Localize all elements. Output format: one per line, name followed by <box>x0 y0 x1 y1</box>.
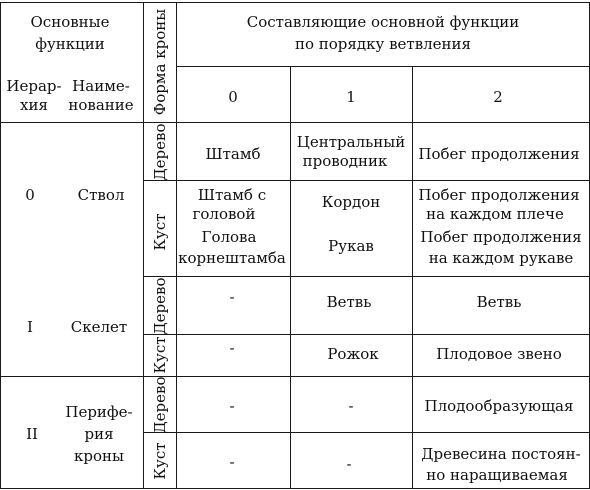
rule-group-1-bottom <box>0 376 590 377</box>
group-0-bush-a-c2-line1: Побег продолжения <box>418 186 580 204</box>
rule-header-bottom <box>0 122 590 123</box>
group-2-bush-c2-line2: но наращиваемая <box>426 466 568 484</box>
group-2-hierarchy: II <box>26 425 38 443</box>
group-2-bush-c0: - <box>229 453 235 471</box>
rule-under-components-title <box>176 66 590 67</box>
group-2-name-line1: Перифе- <box>65 403 133 421</box>
header-hierarchy-line1: Иерар- <box>6 77 62 95</box>
rule-group-0-bottom <box>143 276 590 277</box>
group-2-name-line3: кроны <box>74 447 124 465</box>
rule-top <box>0 2 590 3</box>
group-0-bush-b-c2-line1: Побег продолжения <box>420 228 582 246</box>
group-2-tree-c0: - <box>229 397 235 415</box>
rule-tree-bush-skeleton <box>143 334 590 335</box>
group-0-tree-c2: Побег продолжения <box>418 145 580 163</box>
header-order-0: 0 <box>228 88 238 106</box>
header-crown-form: Форма кроны <box>151 8 169 116</box>
group-0-tree-form: Дерево <box>151 123 169 181</box>
group-0-tree-c0: Штамб <box>205 145 261 163</box>
header-basic-functions-line1: Основные <box>30 13 110 31</box>
header-components-title-line2: по порядку ветвления <box>294 35 472 53</box>
group-2-tree-form: Дерево <box>151 376 169 434</box>
group-2-tree-c2: Плодообразующая <box>424 397 574 415</box>
group-0-bush-b-c0-line2: корнештамба <box>178 249 286 267</box>
group-2-bush-c1: - <box>346 455 352 473</box>
group-1-tree-c0: - <box>229 288 235 306</box>
group-0-bush-a-c0-line1: Штамб с <box>197 186 267 204</box>
group-1-bush-c2: Плодовое звено <box>436 345 562 363</box>
group-0-hierarchy: 0 <box>25 186 35 204</box>
group-1-tree-c1: Ветвь <box>326 293 372 311</box>
group-0-tree-c1-line1: Центральный <box>296 133 406 151</box>
group-2-name-line2: рия <box>84 425 114 443</box>
group-1-bush-c0: - <box>229 339 235 357</box>
group-0-bush-a-c2-line2: на каждом плече <box>426 205 564 223</box>
rule-form-left <box>143 2 144 488</box>
group-0-bush-form: Куст <box>151 213 169 251</box>
group-1-tree-form: Дерево <box>151 277 169 335</box>
group-2-bush-c2-line1: Древесина постоян- <box>421 445 581 463</box>
rule-bottom <box>0 488 590 489</box>
header-basic-functions-line2: функции <box>35 35 105 53</box>
group-1-tree-c2: Ветвь <box>476 293 522 311</box>
group-0-bush-b-c0-line1: Голова <box>201 228 257 246</box>
group-0-bush-a-c1: Кордон <box>321 193 381 211</box>
header-order-1: 1 <box>346 88 356 106</box>
group-0-bush-b-c1: Рукав <box>328 237 374 255</box>
header-order-2: 2 <box>493 88 503 106</box>
rule-col2-left <box>412 66 413 488</box>
group-1-name: Скелет <box>70 318 128 336</box>
group-0-tree-c1-line2: проводник <box>302 152 388 170</box>
group-0-bush-b-c2-line2: на каждом рукаве <box>428 249 574 267</box>
header-components-title-line1: Составляющие основной функции <box>246 13 520 31</box>
rule-form-right <box>176 2 177 488</box>
rule-left <box>0 2 1 488</box>
group-0-name: Ствол <box>77 186 125 204</box>
group-2-bush-form: Куст <box>151 442 169 480</box>
rule-tree-bush-periphery <box>143 432 590 433</box>
group-2-tree-c1: - <box>348 397 354 415</box>
rule-col1-left <box>290 66 291 488</box>
header-hierarchy-line2: хия <box>20 96 48 114</box>
group-1-hierarchy: I <box>27 318 33 336</box>
group-0-bush-a-c0-line2: головой <box>192 205 256 223</box>
group-1-bush-c1: Рожок <box>327 345 379 363</box>
header-naming-line2: нование <box>68 96 134 114</box>
header-naming-line1: Наиме- <box>72 77 130 95</box>
rule-tree-bush-stem <box>143 180 590 181</box>
group-1-bush-form: Куст <box>151 336 169 374</box>
